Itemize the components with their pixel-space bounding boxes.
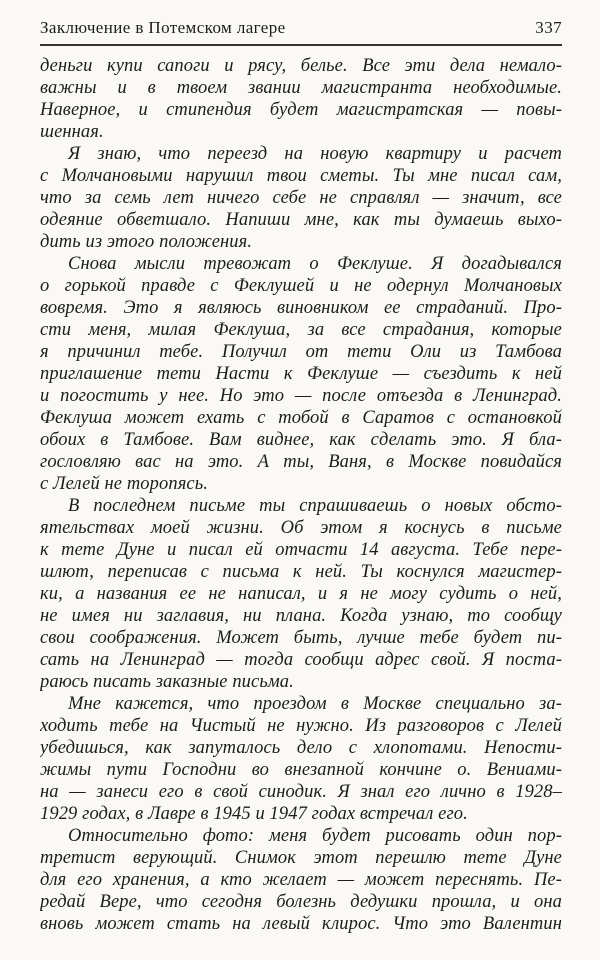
text-line: свои соображения. Может быть, лучше тебе будет пи- — [40, 628, 562, 648]
text-line: жимы пути Господни во внезапной кончине о. Вениами- — [40, 760, 562, 780]
text-line: с Молчановыми нарушил твои сметы. Ты мне писал сам, — [40, 166, 562, 186]
running-head — [40, 17, 562, 38]
text-line: Мне кажется, что проездом в Москве специально за- — [68, 694, 562, 714]
paragraph — [40, 143, 562, 253]
text-line: сти меня, милая Феклуша, за все страдания, которые — [40, 320, 562, 340]
text-line: 1929 годах, в Лавре в 1945 и 1947 годах встречал его. — [40, 804, 468, 824]
chapter-title: Заключение в Потемском лагере — [40, 18, 286, 37]
paragraph — [40, 825, 562, 935]
text-line: гословляю вас на это. А ты, Ваня, в Москве повидайся — [40, 452, 562, 472]
text-line: приглашение тети Насти к Феклуше — съездить к ней — [40, 364, 562, 384]
text-line: ходить тебе на Чистый не нужно. Из разговоров с Лелей — [40, 716, 562, 736]
text-line: Наверное, и стипендия будет магистратская — повы- — [40, 100, 562, 120]
text-line: В последнем письме ты спрашиваешь о новых обсто- — [68, 496, 562, 516]
paragraph — [40, 55, 562, 143]
text-line: одеяние обветшало. Напиши мне, как ты думаешь выхо- — [40, 210, 562, 230]
page-number: 337 — [535, 18, 562, 37]
text-line: шенная. — [40, 122, 104, 142]
text-line: о горькой правде с Феклушей и не одернул Молчановых — [40, 276, 562, 296]
text-line: вовремя. Это я являюсь виновником ее страданий. Про- — [40, 298, 562, 318]
text-line: третист верующий. Снимок этот перешлю тете Дуне — [40, 848, 562, 868]
text-line: Снова мысли тревожат о Феклуше. Я догадывался — [68, 254, 562, 274]
text-line: сать на Ленинград — тогда сообщи адрес свой. Я поста- — [40, 650, 562, 670]
page-body — [40, 55, 562, 935]
text-line: шлют, переписав с письма к ней. Ты коснулся магистер- — [40, 562, 562, 582]
text-line: важны и в твоем звании магистранта необходимые. — [40, 78, 562, 98]
text-line: с Лелей не торопясь. — [40, 474, 208, 494]
text-line: ки, а названия ее не написал, и я не могу судить о ней, — [40, 584, 562, 604]
paragraph — [40, 693, 562, 825]
text-line: ятельствах моей жизни. Об этом я коснусь в письме — [40, 518, 562, 538]
text-line: и погостить у нее. Но это — после отъезда в Ленинград. — [40, 386, 562, 406]
text-line: я причинил тебе. Получил от тети Оли из Тамбова — [40, 342, 562, 362]
text-line: Я знаю, что переезд на новую квартиру и расчет — [68, 144, 562, 164]
text-line: на — занеси его в свой синодик. Я знал его лично в 1928– — [40, 782, 562, 802]
paragraph — [40, 253, 562, 495]
text-line: вновь может стать на левый клирос. Что это Валентин — [40, 914, 562, 934]
text-line: что за семь лет ничего себе не справлял — значит, все — [40, 188, 562, 208]
text-line: к тете Дуне и писал ей отчасти 14 августа. Тебе пере- — [40, 540, 562, 560]
header-rule — [40, 44, 562, 46]
text-line: Относительно фото: меня будет рисовать один пор- — [68, 826, 562, 846]
text-line: убедишься, как запуталось дело с хлопотами. Непости- — [40, 738, 562, 758]
text-line: деньги купи сапоги и рясу, белье. Все эти дела немало- — [40, 56, 562, 76]
text-line: для его хранения, а кто желает — может переснять. Пе- — [40, 870, 562, 890]
text-line: раюсь писать заказные письма. — [40, 672, 294, 692]
paragraph — [40, 495, 562, 693]
text-line: не имея ни заглавия, ни плана. Когда узнаю, то сообщу — [40, 606, 562, 626]
text-line: обоих в Тамбове. Вам виднее, как сделать это. Я бла- — [40, 430, 562, 450]
text-line: дить из этого положения. — [40, 232, 253, 252]
text-line: редай Вере, что сегодня болезнь дедушки прошла, и она — [40, 892, 562, 912]
text-line: Феклуша может ехать с тобой в Саратов с остановкой — [40, 408, 562, 428]
